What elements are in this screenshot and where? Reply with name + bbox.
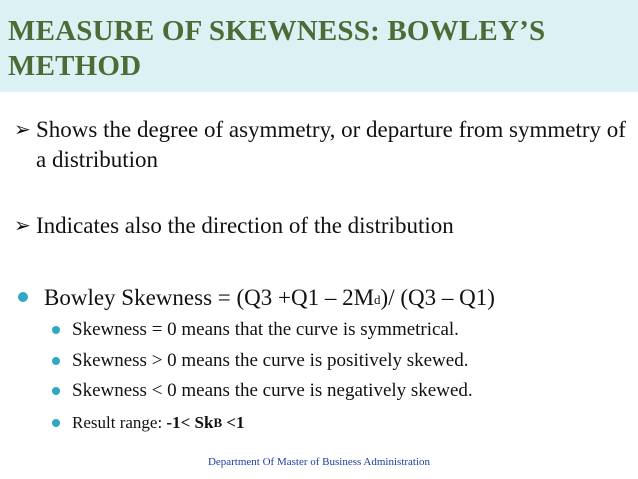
range-expr: -1< Sk — [166, 413, 214, 432]
round-bullet-icon — [52, 387, 60, 395]
formula-text — [44, 283, 624, 316]
arrow-bullet-icon: ➢ — [14, 119, 31, 141]
sub-bullet-text: Skewness < 0 means the curve is negatively skewed. — [72, 380, 473, 401]
round-bullet-icon — [18, 292, 28, 302]
range-expression — [166, 413, 244, 432]
formula-suffix: )/ (Q3 – Q1) — [380, 285, 495, 310]
bullet-text: Indicates also the direction of the distribution — [36, 213, 454, 238]
round-bullet-icon — [52, 357, 60, 365]
round-bullet-icon — [52, 419, 60, 427]
formula-subscript: d — [374, 292, 381, 307]
slide-title: MEASURE OF SKEWNESS: BOWLEY’S METHOD — [8, 15, 546, 82]
range-suffix: <1 — [222, 413, 245, 432]
footer-department: Department Of Master of Business Administration — [207, 456, 431, 468]
round-bullet-icon — [52, 326, 60, 334]
range-text — [72, 411, 628, 436]
range-label: Result range: — [72, 413, 167, 432]
formula-prefix: Bowley Skewness = (Q3 +Q1 – 2M — [44, 285, 375, 310]
sub-bullet-text: Skewness = 0 means that the curve is symmetrical. — [72, 319, 459, 340]
sub-bullet-text: Skewness > 0 means the curve is positively skewed. — [72, 350, 469, 371]
arrow-bullet-icon: ➢ — [14, 215, 31, 237]
bullet-text: Shows the degree of asymmetry, or departure from symmetry of a distribution — [36, 117, 626, 172]
range-subscript: B — [213, 415, 223, 430]
